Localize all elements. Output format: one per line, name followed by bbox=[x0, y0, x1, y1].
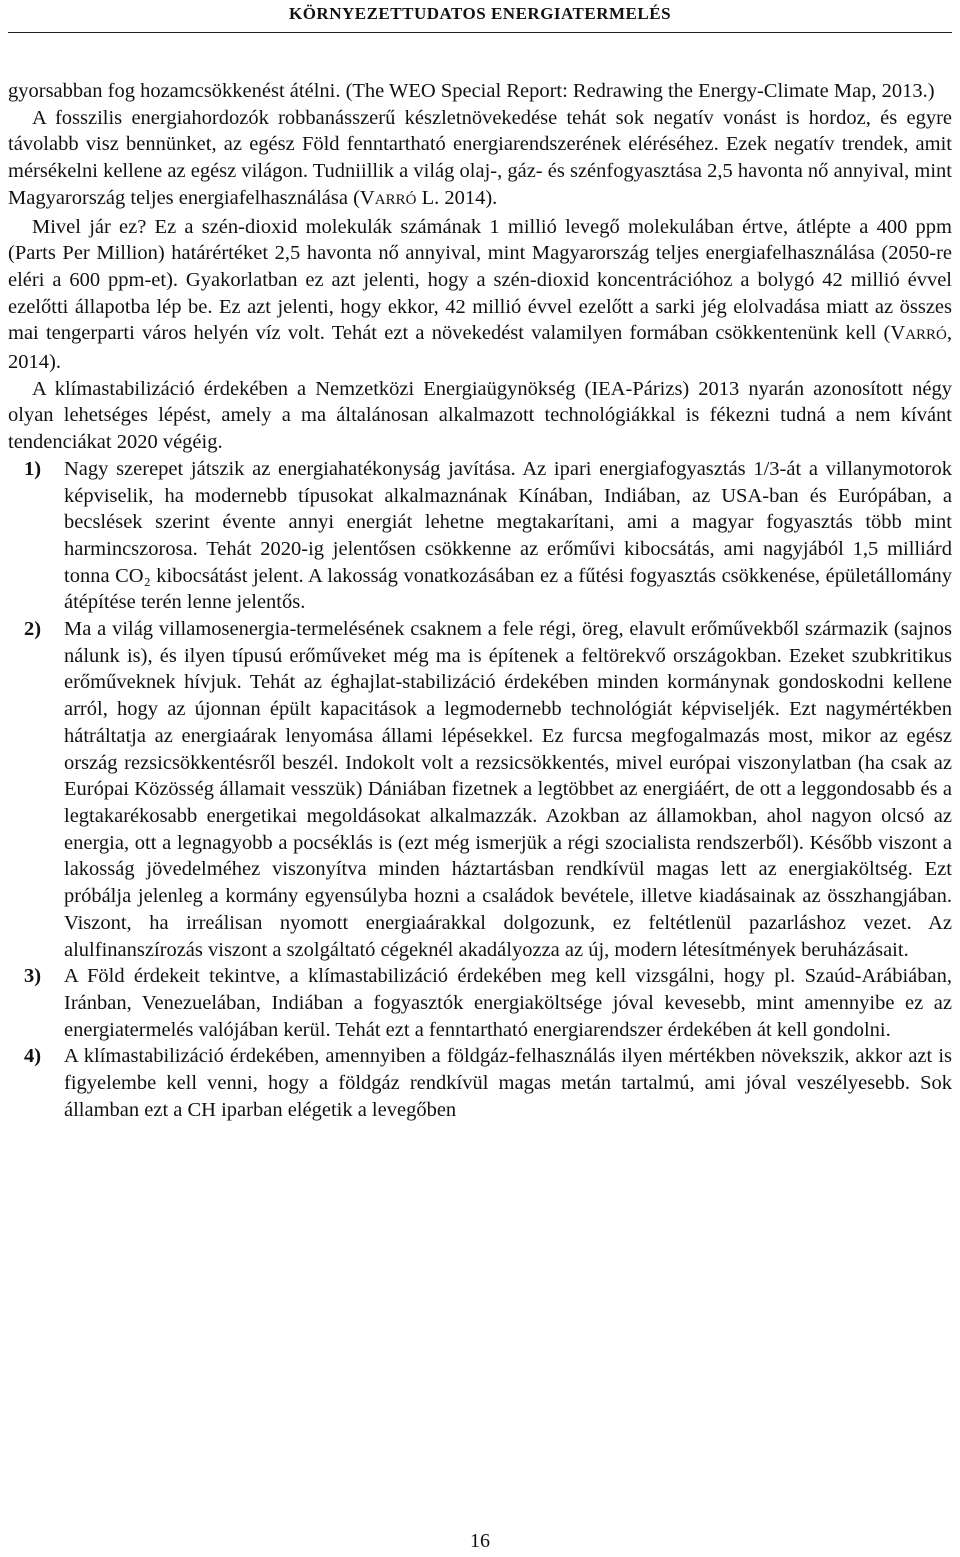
paragraph-3-text: Mivel jár ez? Ez a szén-dioxid molekulák számának 1 millió levegő molekulában értve, átlépte a 400 ppm (Parts Per Million) határértéket 2,5 havonta nő annyival, mint Magyarország teljes energiafelhasználása (2050-re eléri a 600 ppm-et). Gyakorlatban ez azt jelenti, hogy a szén-dioxid koncentrációhoz a bolygó 42 millió évvel ezelőtti állapotba lép be. Ez azt jelenti, hogy ekkor, 42 millió évvel ezelőtt a sarki jég elolvadása miatt az összes mai tengerparti város helyén víz volt. Tehát ezt a növekedést valamilyen formában csökkentenünk kell (V bbox=[8, 215, 952, 345]
header-divider bbox=[8, 32, 952, 33]
list-item-number: 1) bbox=[24, 457, 42, 480]
list-item-text: A Föld érdekeit tekintve, a klímastabilizáció érdekében meg kell vizsgálni, hogy pl. Szaúd-Arábiában, Iránban, Venezuelában, Indiában a fogyasztók energiaköltsége jóval kevesebb, mint amennyibe ez az energiatermelés valójában kerül. Tehát ezt a fenntartható energiarendszer érdekében át kell gondolni. bbox=[64, 965, 952, 1041]
paragraph-3 bbox=[8, 214, 952, 376]
list-item-number: 3) bbox=[24, 965, 42, 988]
paragraph-2-citation-end: L. 2014). bbox=[416, 186, 498, 209]
list-item-number: 4) bbox=[24, 1045, 42, 1068]
iea-steps-list bbox=[8, 456, 952, 1124]
paragraph-1: gyorsabban fog hozamcsökkenést átélni. (The WEO Special Report: Redrawing the Energy-Climate Map, 2013.) bbox=[8, 80, 935, 102]
author-name-smallcaps: ARRÓ bbox=[905, 327, 947, 344]
document-body bbox=[8, 78, 952, 1123]
page-number: 16 bbox=[470, 1530, 490, 1552]
running-title: KÖRNYEZETTUDATOS ENERGIATERMELÉS bbox=[288, 4, 672, 23]
list-item-text: Ma a világ villamosenergia-termelésének csaknem a fele régi, öreg, elavult erőművekből származik (sajnos nálunk is), és ilyen típusú erőműveket még ma is építenek a feltörekvő országokban. Ezeket szubkritikus erőműveknek hívjuk. Tehát az éghajlat-stabilizáció érdekében minden kormánynak gondoskodni kellene arról, hogy az újonnan épült kapacitások a legmodernebb technológiát képviseljék. Ezt nagymértékben hátráltatja az energiaárak lenyomása állami lépésekkel. Ez furcsa megfogalmazás most, mikor az egész ország rezsicsökkentésről beszél. Indokolt volt a rezsicsökkentés, mivel európai viszonylatban (ha csak az Európai Közösség államait vesszük) Dániában fizetnek a legtöbbet az energiáért, de ott a leggondosabb és a legtakarékosabb energetikai megoldásokat alkalmazzák. Azokban az államokban, ahol nagyon olcsó az energia, ott a legnagyobb a pocséklás is (ezt még ismerjük a régi szocialista rendszerből). Később viszont a lakosság jövedelméhez viszonyítva minden háztartásban rendkívül magas lett az energiaköltség. Ezt próbálja jelenleg a kormány egyensúlyba hozni a családok bevétele, illetve kiadásainak az összhangjában. Viszont, ha irreálisan nyomott energiaárakkal dolgozunk, ez feltétlenül pazarláshoz vezet. Az alulfinanszírozás viszont a szolgáltató cégeknél akadályozza az új, modern létesítmények beruházásait. bbox=[64, 618, 952, 961]
list-item bbox=[8, 616, 952, 963]
paragraph-2-text: A fosszilis energiahordozók robbanásszerű készletnövekedése tehát sok negatív vonást is hordoz, és egyre távolabb visz bennünket, az egész Föld fenntartható energiarendszerének eléréséhez. Ezek negatív trendek, amit mérsékelni kellene az egész világon. Tudniillik a világ olaj-, gáz- és szénfogyasztása 2,5 havonta nő annyival, mint Magyarország teljes energiafelhasználása (V bbox=[8, 106, 952, 209]
paragraph-3-citation-end: , 2014). bbox=[8, 322, 952, 374]
list-item-text: Nagy szerepet játszik az energiahatékonyság javítása. Az ipari energiafogyasztás 1/3-át a villanymotorok képviselik, ha modernebb típusokat alkalmaznának Kínában, Indiában, az USA-ban és Európában, a becslések szerint évente annyi energiát lehetne megtakarítani, ami a magyar fogyasztás több mint harmincszorosa. Tehát 2020-ig jelentősen csökkenne az erőművi kibocsátás, ami nagyjából 1,5 milliárd tonna CO₂ kibocsátást jelent. A lakosság vonatkozásában ez a fűtési fogyasztás csökkenése, épületállomány átépítése terén lenne jelentős. bbox=[64, 457, 952, 614]
list-item bbox=[8, 456, 952, 616]
list-item-text: A klímastabilizáció érdekében, amennyiben a földgáz-felhasználás ilyen mértékben növekszik, akkor azt is figyelembe kell venni, hogy a földgáz rendkívül magas metán tartalmú, ami jóval veszélyesebb. Sok államban ezt a CH iparban elégetik a levegőben bbox=[64, 1045, 952, 1121]
list-item bbox=[8, 1043, 952, 1123]
author-name-smallcaps: ARRÓ bbox=[374, 191, 417, 208]
list-item-number: 2) bbox=[24, 618, 42, 641]
page-header bbox=[0, 0, 960, 40]
list-item bbox=[8, 963, 952, 1043]
paragraph-4: A klímastabilizáció érdekében a Nemzetközi Energiaügynökség (IEA-Párizs) 2013 nyarán azonosított négy olyan lehetséges lépést, amely a ma általánosan alkalmazott technológiákkal is fékezni tudná a nem kívánt tendenciákat 2020 végéig. bbox=[8, 377, 952, 454]
paragraph-2 bbox=[8, 105, 952, 214]
